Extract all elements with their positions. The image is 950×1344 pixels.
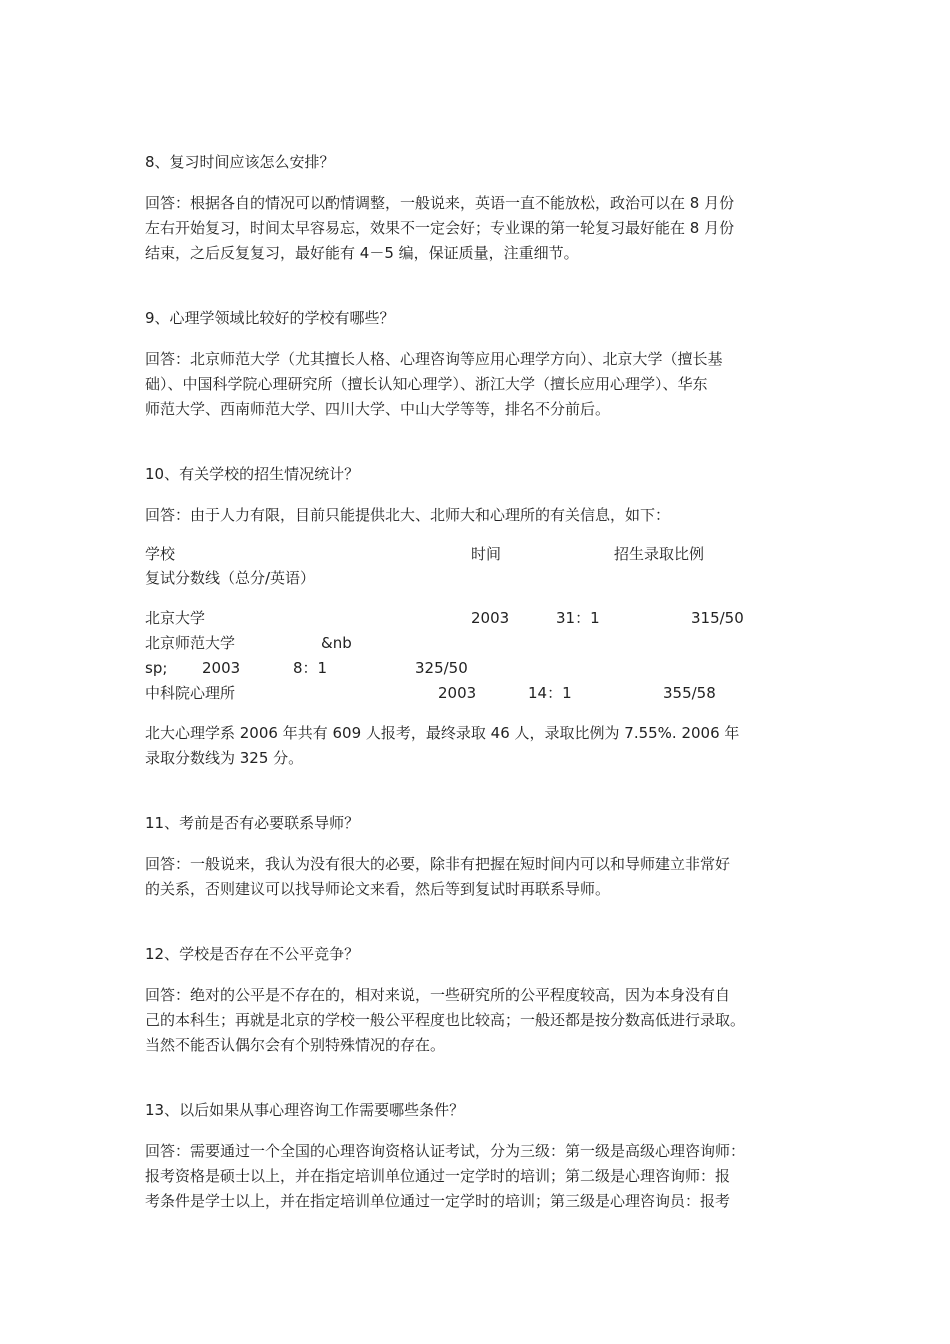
table-header-school: 学校 (145, 545, 176, 563)
q11-question: 11、考前是否有必要联系导师？ (145, 814, 360, 832)
table-row2-ratio: 8：1 (293, 659, 328, 677)
table-row1-school: 北京大学 (145, 609, 206, 627)
q13-question: 13、以后如果从事心理咨询工作需要哪些条件？ (145, 1101, 465, 1119)
table-row2-nbsp-fragment-2: sp; (145, 659, 168, 677)
q12-answer-line-3: 当然不能否认偶尔会有个别特殊情况的存在。 (145, 1036, 446, 1054)
table-row1-time: 2003 (471, 609, 510, 627)
q13-answer-line-2: 报考资格是硕士以上，并在指定培训单位通过一定学时的培训；第二级是心理咨询师：报 (145, 1167, 731, 1185)
table-row3-score: 355/58 (663, 684, 716, 702)
q12-answer-line-1: 回答：绝对的公平是不存在的，相对来说，一些研究所的公平程度较高，因为本身没有自 (145, 986, 731, 1004)
q9-answer-line-2: 础）、中国科学院心理研究所（擅长认知心理学）、浙江大学（擅长应用心理学）、华东 (145, 375, 708, 393)
table-row1-ratio: 31：1 (556, 609, 600, 627)
table-header-time: 时间 (471, 545, 502, 563)
q10-summary-line-1: 北大心理学系 2006 年共有 609 人报考，最终录取 46 人，录取比例为 7.55%. 2006 年 (145, 724, 740, 742)
q12-answer-line-2: 己的本科生；再就是北京的学校一般公平程度也比较高；一般还都是按分数高低进行录取。 (145, 1011, 746, 1029)
q13-answer-line-1: 回答：需要通过一个全国的心理咨询资格认证考试，分为三级：第一级是高级心理咨询师： (145, 1142, 746, 1160)
table-row2-score: 325/50 (415, 659, 468, 677)
table-header-ratio: 招生录取比例 (614, 545, 705, 563)
table-row3-school: 中科院心理所 (145, 684, 236, 702)
q8-answer-line-1: 回答：根据各自的情况可以酌情调整，一般说来，英语一直不能放松，政治可以在 8 月份 (145, 194, 735, 212)
q9-answer-line-1: 回答：北京师范大学（尤其擅长人格、心理咨询等应用心理学方向）、北京大学（擅长基 (145, 350, 723, 368)
table-row3-ratio: 14：1 (528, 684, 572, 702)
q10-summary-line-2: 录取分数线为 325 分。 (145, 749, 304, 767)
q10-question: 10、有关学校的招生情况统计？ (145, 465, 360, 483)
q11-answer-line-2: 的关系，否则建议可以找导师论文来看，然后等到复试时再联系导师。 (145, 880, 611, 898)
table-row2-school: 北京师范大学 (145, 634, 236, 652)
table-row3-time: 2003 (438, 684, 477, 702)
q10-answer-intro: 回答：由于人力有限，目前只能提供北大、北师大和心理所的有关信息，如下： (145, 506, 671, 524)
table-row2-nbsp-fragment: &nb (321, 634, 352, 652)
table-row1-score: 315/50 (691, 609, 744, 627)
q8-answer-line-2: 左右开始复习，时间太早容易忘，效果不一定会好；专业课的第一轮复习最好能在 8 月份 (145, 219, 735, 237)
q13-answer-line-3: 考条件是学士以上，并在指定培训单位通过一定学时的培训；第三级是心理咨询员：报考 (145, 1192, 731, 1210)
table-header-score: 复试分数线（总分/英语） (145, 569, 316, 587)
q8-question: 8、复习时间应该怎么安排？ (145, 153, 335, 171)
q8-answer-line-3: 结束，之后反复复习，最好能有 4－5 编，保证质量，注重细节。 (145, 244, 579, 262)
q12-question: 12、学校是否存在不公平竞争？ (145, 945, 360, 963)
table-row2-time: 2003 (202, 659, 241, 677)
q9-answer-line-3: 师范大学、西南师范大学、四川大学、中山大学等等，排名不分前后。 (145, 400, 611, 418)
q11-answer-line-1: 回答：一般说来，我认为没有很大的必要，除非有把握在短时间内可以和导师建立非常好 (145, 855, 731, 873)
q9-question: 9、心理学领域比较好的学校有哪些？ (145, 309, 395, 327)
